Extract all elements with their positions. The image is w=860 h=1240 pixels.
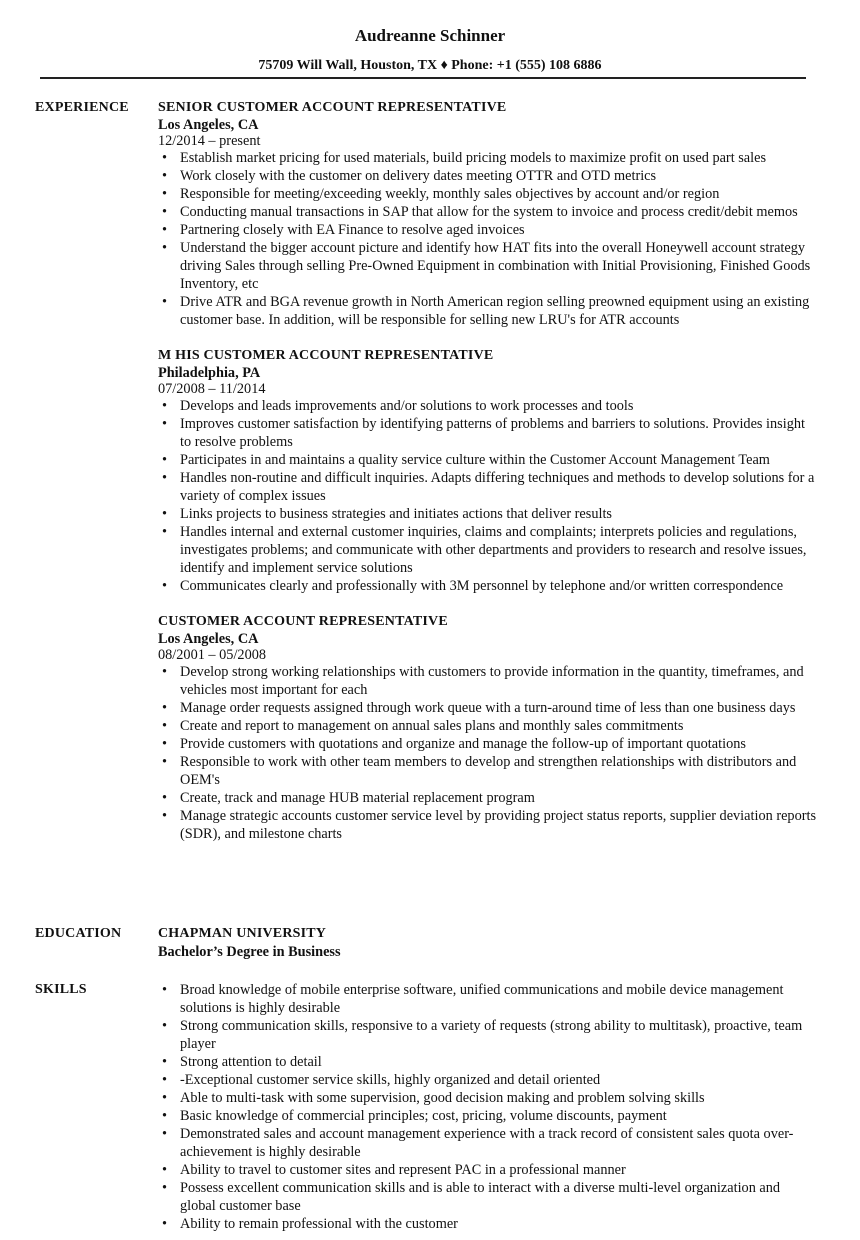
skills-list bbox=[158, 981, 818, 1233]
candidate-name: Audreanne Schinner bbox=[354, 26, 506, 45]
job-bullet: • Responsible to work with other team members to develop and strengthen relationships with distributors and OEM's bbox=[158, 753, 818, 789]
job-bullet: • Understand the bigger account picture and identify how HAT fits into the overall Honeywell account strategy driving Sales through selling Pre-Owned Equipment in combination with Initial Provisioning, Finished Goods Inventory, etc bbox=[158, 239, 818, 293]
school-name: CHAPMAN UNIVERSITY bbox=[158, 926, 327, 941]
job-title: CUSTOMER ACCOUNT REPRESENTATIVE bbox=[158, 614, 448, 629]
skill-item: • Demonstrated sales and account management experience with a track record of consistent sales quota over-achievement is highly desirable bbox=[158, 1125, 818, 1161]
job-bullet: • Links projects to business strategies and initiates actions that deliver results bbox=[158, 505, 818, 523]
header-divider bbox=[40, 77, 806, 79]
skill-item: • Ability to remain professional with the customer bbox=[158, 1215, 818, 1233]
job-bullets bbox=[158, 663, 818, 843]
job-bullet: • Handles non-routine and difficult inquiries. Adapts differing techniques and methods to develop solutions for a variety of complex issues bbox=[158, 469, 818, 505]
job-bullet: • Conducting manual transactions in SAP that allow for the system to invoice and process credit/debit memos bbox=[158, 203, 818, 221]
experience-list bbox=[158, 99, 818, 861]
degree: Bachelor’s Degree in Business bbox=[158, 944, 341, 960]
job-bullet: • Establish market pricing for used materials, build pricing models to maximize profit on used part sales bbox=[158, 149, 818, 167]
job-bullet: • Manage order requests assigned through work queue with a turn-around time of less than one business days bbox=[158, 699, 818, 717]
skill-item: • Strong communication skills, responsive to a variety of requests (strong ability to multitask), proactive, team player bbox=[158, 1017, 818, 1053]
skill-item: • Strong attention to detail bbox=[158, 1053, 818, 1071]
job-title: SENIOR CUSTOMER ACCOUNT REPRESENTATIVE bbox=[158, 100, 507, 115]
job-bullets bbox=[158, 397, 818, 595]
skill-item: • Able to multi-task with some supervision, good decision making and problem solving skills bbox=[158, 1089, 818, 1107]
skill-item: • Possess excellent communication skills and is able to interact with a diverse multi-level organization and global customer base bbox=[158, 1179, 818, 1215]
job-location: Los Angeles, CA bbox=[158, 117, 259, 133]
job-location: Los Angeles, CA bbox=[158, 631, 259, 647]
skill-item: • -Exceptional customer service skills, highly organized and detail oriented bbox=[158, 1071, 818, 1089]
job-bullet: • Communicates clearly and professionally with 3M personnel by telephone and/or written correspondence bbox=[158, 577, 818, 595]
job-bullet: • Work closely with the customer on delivery dates meeting OTTR and OTD metrics bbox=[158, 167, 818, 185]
job-bullet: • Participates in and maintains a quality service culture within the Customer Account Management Team bbox=[158, 451, 818, 469]
job-bullet: • Create, track and manage HUB material replacement program bbox=[158, 789, 818, 807]
job-title: M HIS CUSTOMER ACCOUNT REPRESENTATIVE bbox=[158, 348, 494, 363]
job-bullet: • Handles internal and external customer inquiries, claims and complaints; interprets policies and regulations, investigates problems; and communicate with other departments and providers to research and resolve issues, identify and implement service solutions bbox=[158, 523, 818, 577]
skill-item: • Ability to travel to customer sites and represent PAC in a professional manner bbox=[158, 1161, 818, 1179]
job-bullet: • Manage strategic accounts customer service level by providing project status reports, supplier deviation reports (SDR), and milestone charts bbox=[158, 807, 818, 843]
job-bullet: • Responsible for meeting/exceeding weekly, monthly sales objectives by account and/or region bbox=[158, 185, 818, 203]
job-location: Philadelphia, PA bbox=[158, 365, 261, 381]
job-bullet: • Create and report to management on annual sales plans and monthly sales commitments bbox=[158, 717, 818, 735]
education-entry bbox=[158, 925, 818, 961]
job-bullets bbox=[158, 149, 818, 329]
job-bullet: • Develop strong working relationships with customers to provide information in the quantity, timeframes, and vehicles most important for each bbox=[158, 663, 818, 699]
contact-line: 75709 Will Wall, Houston, TX ♦ Phone: +1 (555) 108 6886 bbox=[258, 58, 602, 73]
job-bullet: • Develops and leads improvements and/or solutions to work processes and tools bbox=[158, 397, 818, 415]
job-dates: 08/2001 – 05/2008 bbox=[158, 647, 267, 663]
job-bullet: • Partnering closely with EA Finance to resolve aged invoices bbox=[158, 221, 818, 239]
skills-body bbox=[158, 981, 818, 1233]
job-entry bbox=[158, 347, 818, 595]
job-bullet: • Provide customers with quotations and organize and manage the follow-up of important quotations bbox=[158, 735, 818, 753]
section-label-experience: EXPERIENCE bbox=[35, 100, 129, 115]
job-entry bbox=[158, 99, 818, 329]
job-bullet: • Drive ATR and BGA revenue growth in North American region selling preowned equipment using an existing customer base. In addition, will be responsible for selling new LRU's for ATR accounts bbox=[158, 293, 818, 329]
section-label-skills: SKILLS bbox=[35, 982, 87, 997]
job-entry bbox=[158, 613, 818, 843]
job-bullet: • Improves customer satisfaction by identifying patterns of problems and barriers to solutions. Provides insight to resolve problems bbox=[158, 415, 818, 451]
job-dates: 12/2014 – present bbox=[158, 133, 261, 149]
job-dates: 07/2008 – 11/2014 bbox=[158, 381, 266, 397]
section-label-education: EDUCATION bbox=[35, 926, 122, 941]
resume-header bbox=[0, 25, 860, 74]
skill-item: • Basic knowledge of commercial principles; cost, pricing, volume discounts, payment bbox=[158, 1107, 818, 1125]
skill-item: • Broad knowledge of mobile enterprise software, unified communications and mobile device management solutions is highly desirable bbox=[158, 981, 818, 1017]
